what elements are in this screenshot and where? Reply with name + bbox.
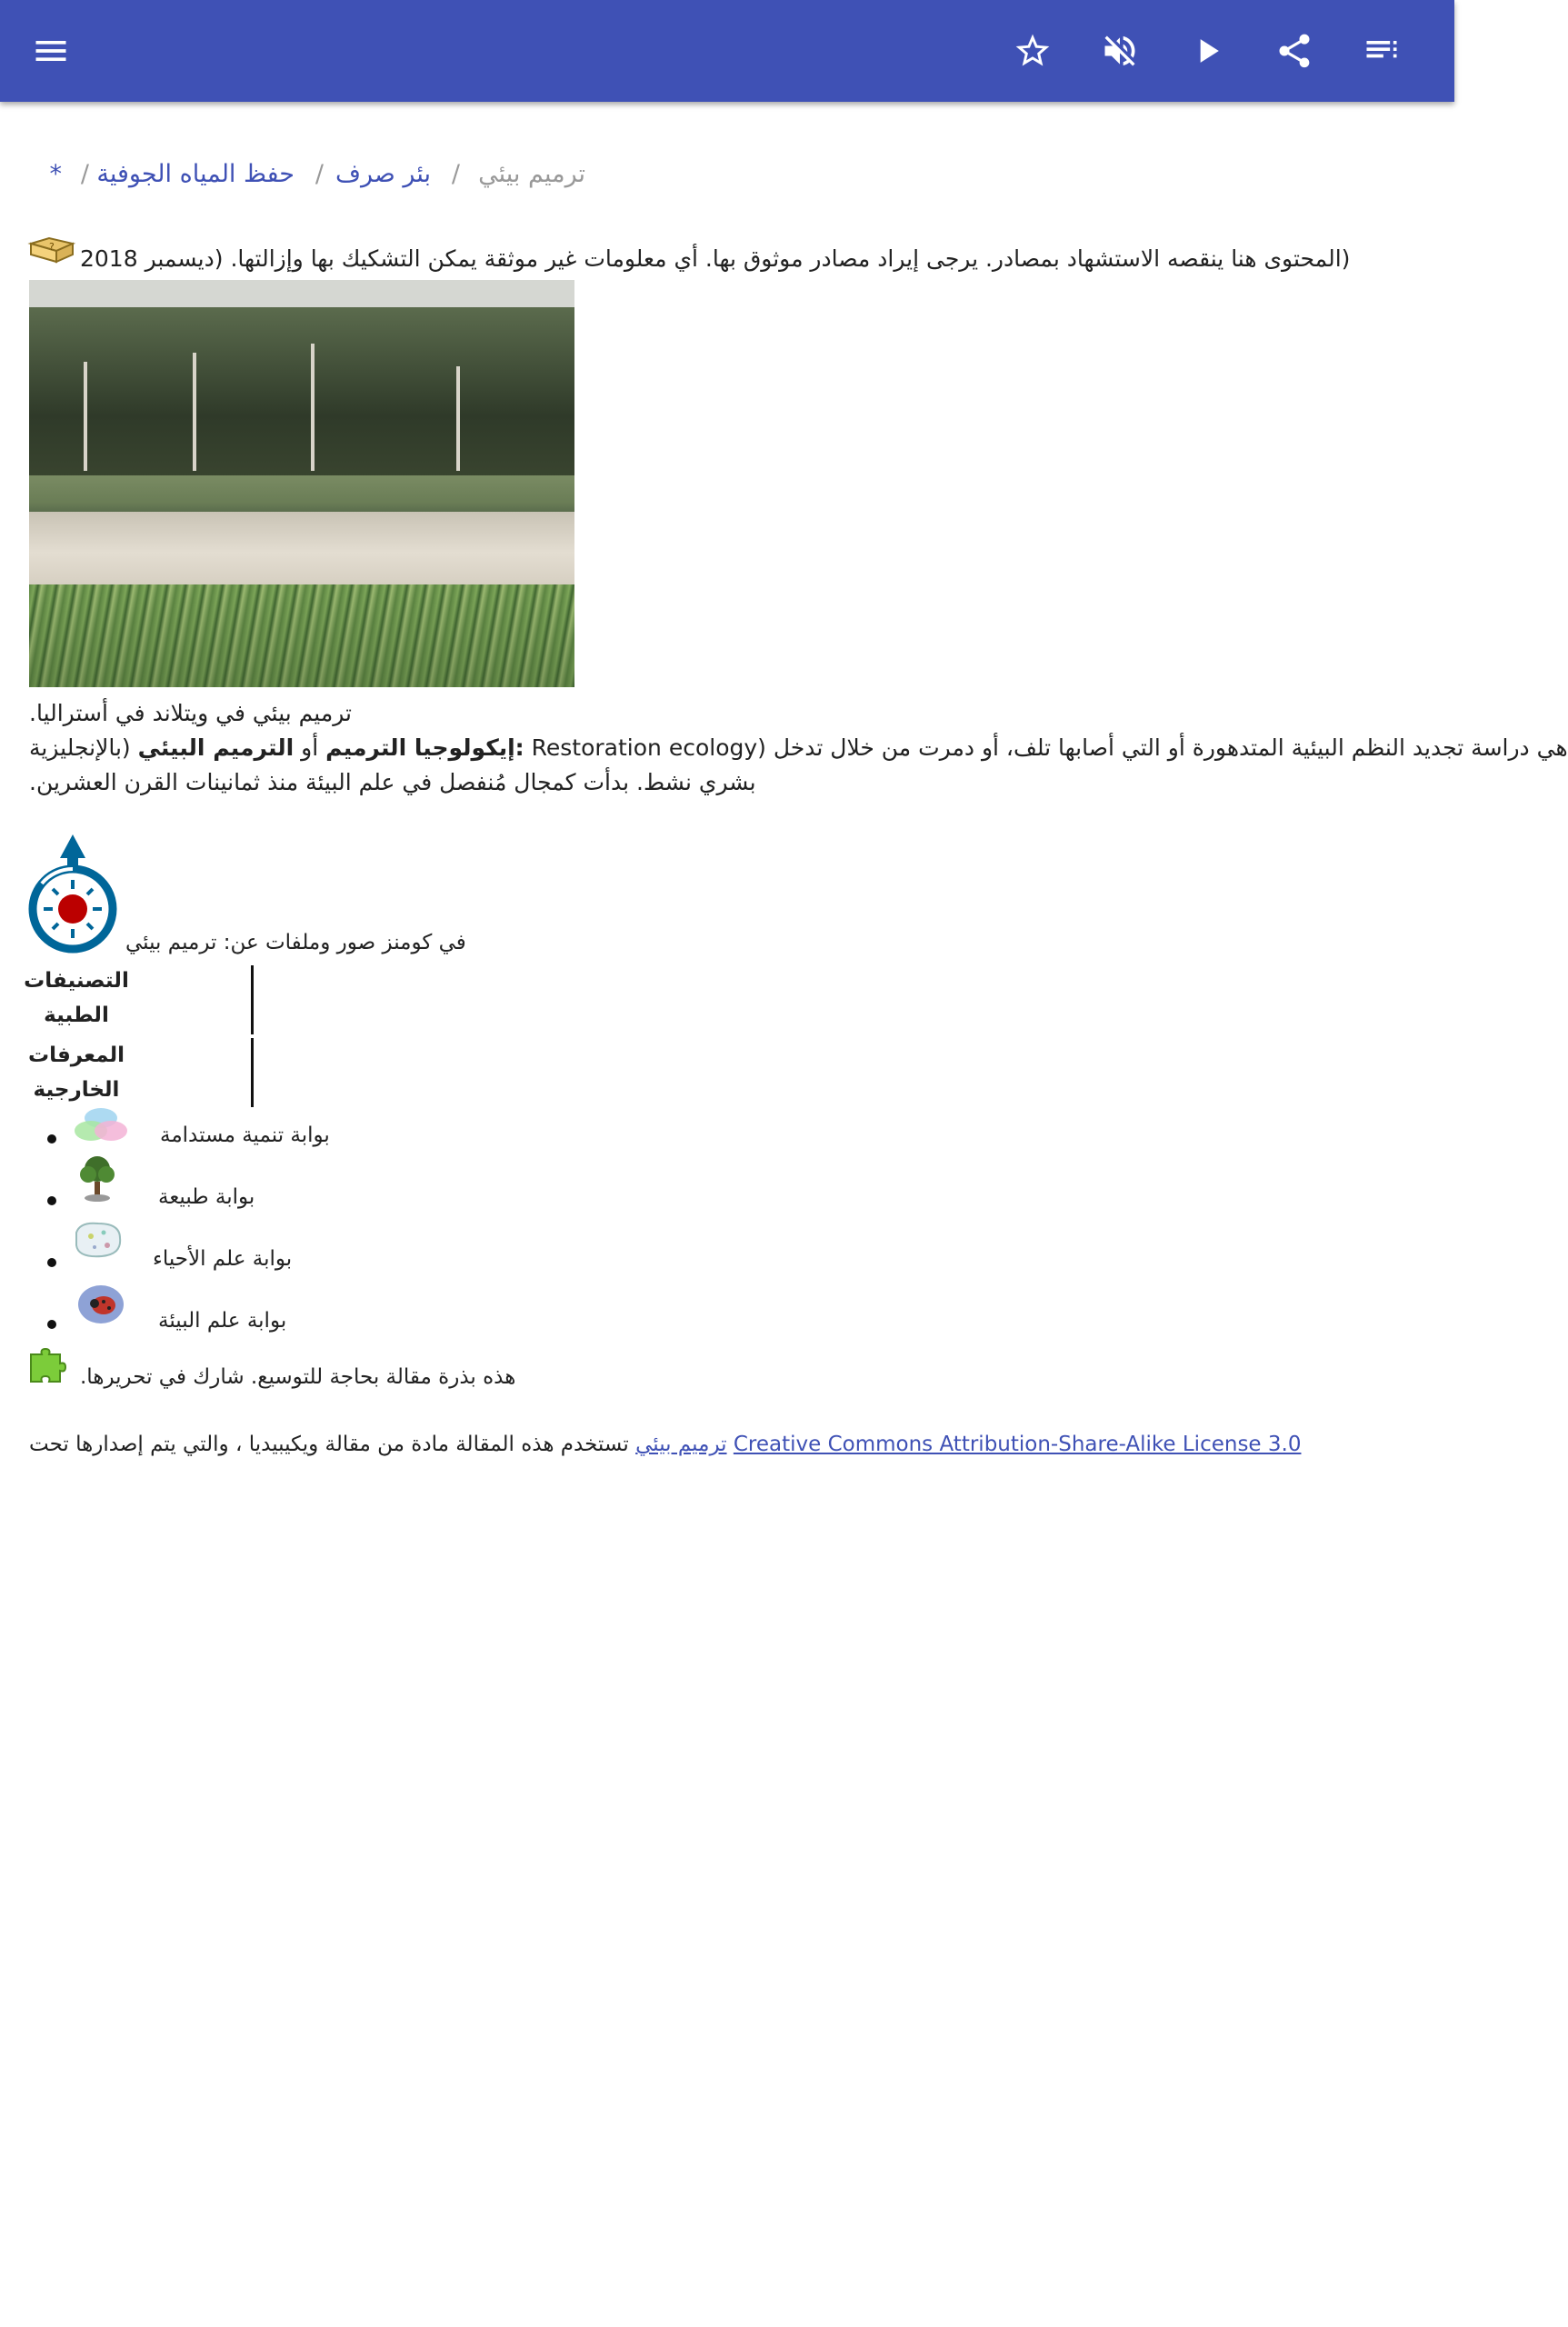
svg-text:?: ?: [49, 241, 55, 253]
volume-off-icon: [1100, 31, 1140, 71]
breadcrumb-link-star[interactable]: *: [49, 160, 62, 188]
photo-trunk: [193, 353, 196, 471]
navbox-label-line: المعرفات: [27, 1044, 125, 1067]
menu-button[interactable]: [24, 24, 78, 78]
license-line: [29, 1433, 1301, 1456]
license-prefix: تستخدم هذه المقالة مادة من مقالة ويكيبيديا: [248, 1433, 629, 1456]
portal-biology[interactable]: بوابة علم الأحياء: [153, 1247, 293, 1271]
term-ecological-restoration: الترميم البيئي: [137, 734, 295, 761]
figure-caption: ترميم بيئي في ويتلاند في أستراليا.: [29, 700, 352, 726]
navbox-label-line: الخارجية: [33, 1078, 120, 1102]
photo-grass-shade: [29, 584, 574, 687]
navbox-divider: [251, 965, 254, 1034]
navbox-label-line: التصنيفات: [24, 969, 129, 993]
portal-sustainable-development[interactable]: بوابة تنمية مستدامة: [160, 1124, 330, 1147]
article-line-2: بشري نشط. بدأت كمجال مُنفصل في علم البيئة منذ ثمانينات القرن العشرين.: [29, 769, 756, 795]
commons-logo-icon[interactable]: [29, 833, 116, 953]
list-bullet: [47, 1134, 56, 1144]
breadcrumb-separator: /: [80, 160, 89, 188]
breadcrumb-current: ترميم بيئي: [478, 160, 585, 188]
list-bullet: [47, 1258, 56, 1267]
share-icon: [1274, 31, 1314, 71]
bookmark-button[interactable]: [1005, 24, 1060, 78]
license-link[interactable]: Creative Commons Attribution-Share-Alike License 3.0: [733, 1433, 1302, 1456]
article-source-link[interactable]: ترميم بيئي: [635, 1433, 727, 1456]
contents-button[interactable]: [1354, 24, 1409, 78]
photo-trunk: [456, 366, 460, 471]
photo-trunk: [311, 344, 315, 471]
app-toolbar: [0, 0, 1454, 102]
navbox-label-line: الطبية: [44, 1004, 109, 1027]
article-text: هي دراسة تجديد النظم البيئية المتدهورة أو التي أصابها تلف، أو دمرت من خلال تدخل: [773, 734, 1568, 761]
stub-notice: هذه بذرة مقالة بحاجة للتوسيع. شارك في تحريرها.: [80, 1365, 516, 1389]
commons-link-text[interactable]: في كومنز صور وملفات عن: ترميم بيئي: [125, 931, 466, 954]
play-button[interactable]: [1180, 24, 1234, 78]
tree-icon: [76, 1153, 118, 1205]
wetland-photo[interactable]: [29, 280, 574, 687]
english-term: (Restoration ecology: [531, 734, 766, 761]
portal-nature[interactable]: بوابة طبيعة: [158, 1185, 255, 1209]
breadcrumb-separator: /: [451, 160, 460, 188]
portal-ecology[interactable]: بوابة علم البيئة: [158, 1309, 287, 1333]
list-bullet: [47, 1320, 56, 1329]
breadcrumb-separator: /: [315, 160, 324, 188]
navbox-divider: [251, 1038, 254, 1107]
menu-icon: [31, 31, 71, 71]
play-icon: [1187, 31, 1227, 71]
breadcrumb: [0, 160, 1454, 204]
article-text: أو: [301, 734, 319, 761]
puzzle-icon: [29, 1347, 73, 1383]
term-restoration-ecology: :إيكولوجيا الترميم: [325, 734, 524, 761]
article-line-1: [29, 734, 1568, 761]
navbox-identifiers-label: [22, 1038, 131, 1107]
cell-icon: [71, 1218, 125, 1262]
playlist-icon: [1362, 31, 1402, 71]
share-button[interactable]: [1267, 24, 1322, 78]
star-outline-icon: [1013, 31, 1053, 71]
ladybug-icon: [76, 1283, 125, 1325]
license-suffix: ، والتي يتم إصدارها تحت: [29, 1433, 243, 1456]
list-bullet: [47, 1196, 56, 1205]
book-question-icon: [29, 235, 75, 267]
article-text: (بالإنجليزية: [29, 734, 131, 761]
breadcrumb-link-drain-well[interactable]: بئر صرف: [335, 160, 431, 188]
mute-button[interactable]: [1093, 24, 1147, 78]
photo-trunk: [84, 362, 87, 471]
photo-trees: [29, 307, 574, 489]
navbox-categories-label: [22, 964, 131, 1033]
breadcrumb-link-groundwater[interactable]: حفظ المياه الجوفية: [96, 160, 295, 188]
photo-sand: [29, 512, 574, 594]
citation-notice: (المحتوى هنا ينقصه الاستشهاد بمصادر. يرجى إيراد مصادر موثوق بها. أي معلومات غير موثقة يمكن التشكيك بها وإزالتها. (ديسمبر 2018: [80, 245, 1351, 272]
sustainability-venn-icon: [71, 1105, 131, 1147]
